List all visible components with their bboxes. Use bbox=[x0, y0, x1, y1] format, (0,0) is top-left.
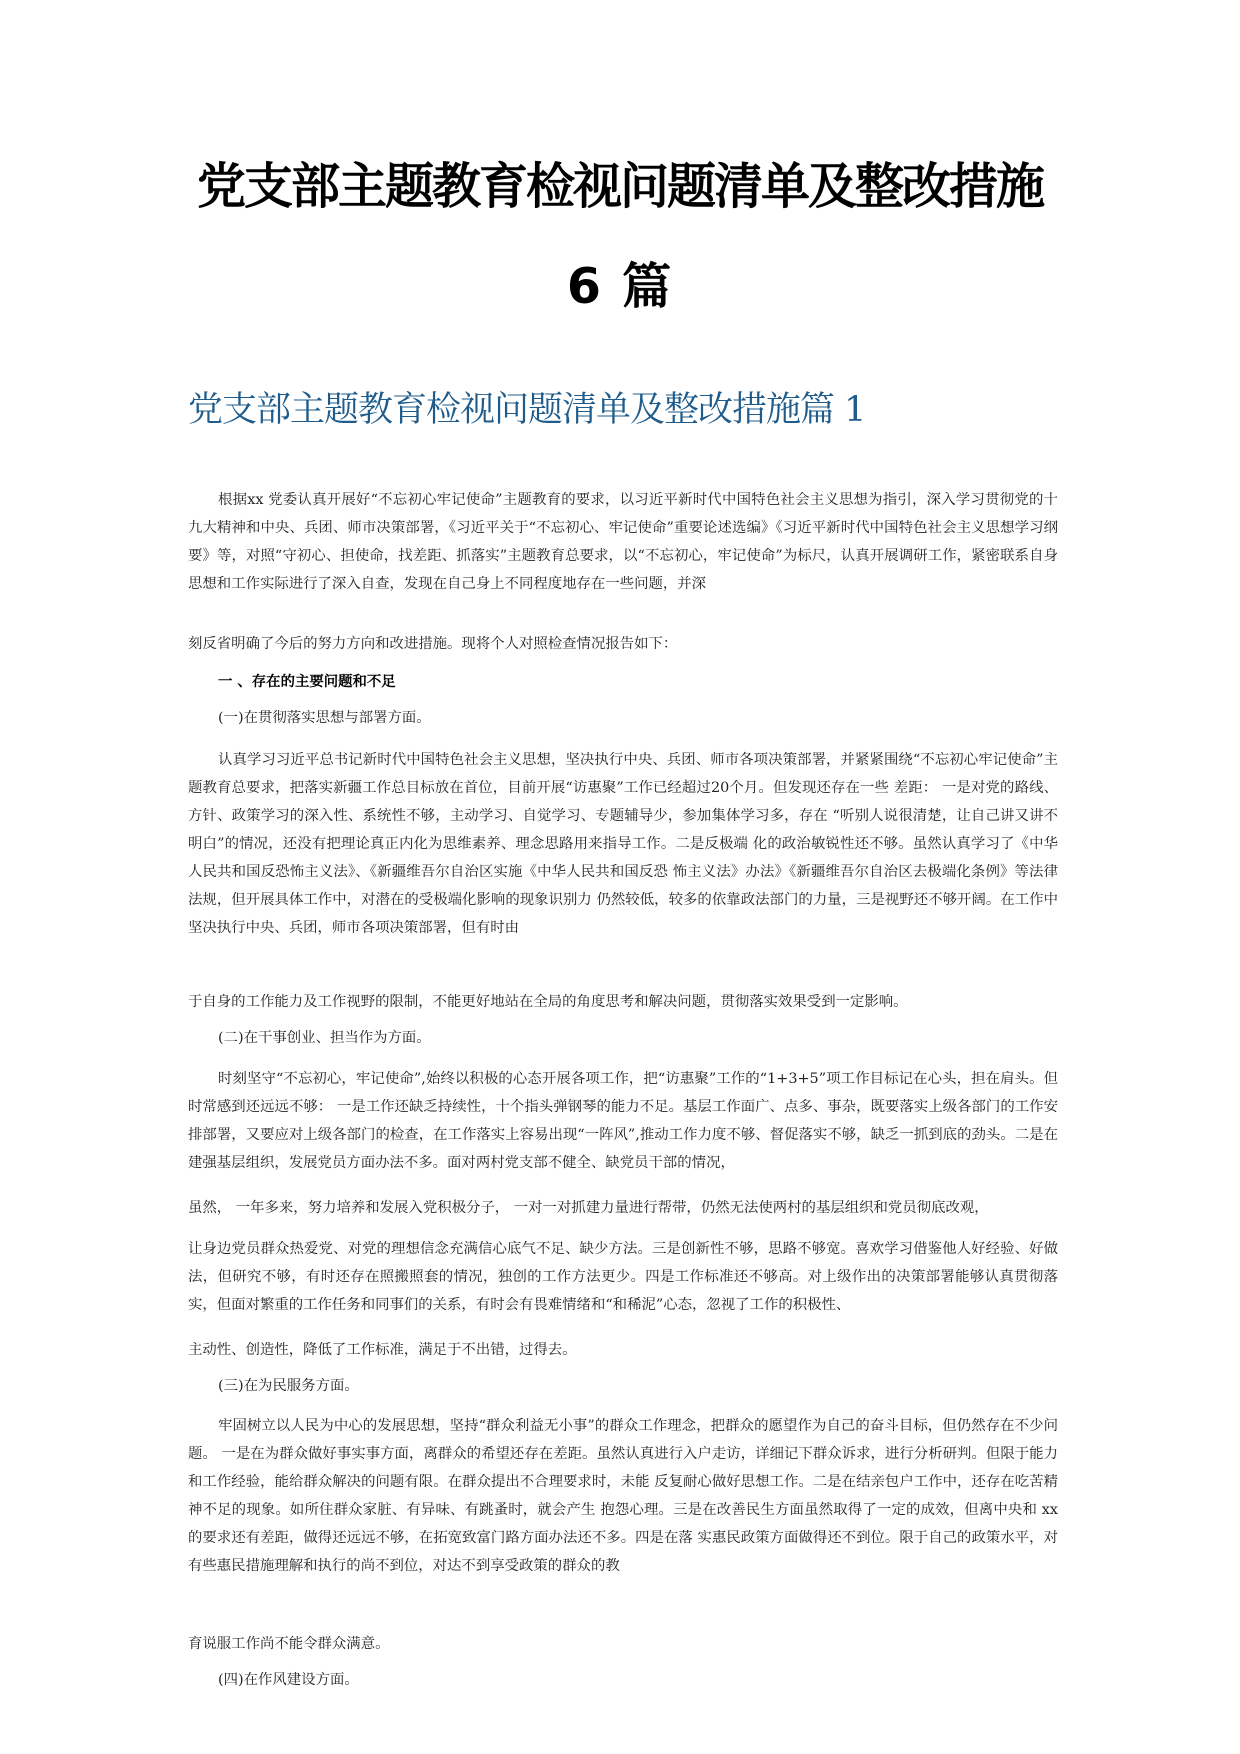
document-title-line-2: 6 篇 bbox=[566, 258, 674, 315]
paragraph-1-cont: 于自身的工作能力及工作视野的限制，不能更好地站在全局的角度思考和解决问题，贯彻落实效果受到一定影响。 bbox=[188, 994, 908, 1010]
subheading-4: (四)在作风建设方面。 bbox=[218, 1672, 359, 1688]
paragraph-2: 时刻坚守“不忘初心，牢记使命”,始终以积极的心态开展各项工作，把“访惠聚”工作的“1+3+5”项工作目标记在心头，担在肩头。但时常感到还远远不够： 一是工作还缺乏持续性，十个指头弹钢琴的能力不足。基层工作面广、点多、事杂，既要落实上级各部门的工作安排部署，又要应对上级各部门的检查，在工作落实上容易出现“一阵风”,推动工作力度不够、督促落实不够，缺乏一抓到底的劲头。二是在建强基层组织，发展党员方面办法不多。面对两村党支部不健全、缺党员干部的情况， bbox=[188, 1071, 1058, 1171]
subheading-3: (三)在为民服务方面。 bbox=[218, 1378, 359, 1394]
paragraph-2-cont-b: 让身边党员群众热爱党、对党的理想信念充满信心底气不足、缺少方法。三是创新性不够，思路不够宽。喜欢学习借鉴他人好经验、好做法，但研究不够，有时还存在照搬照套的情况，独创的工作方法更少。四是工作标准还不够高。对上级作出的决策部署能够认真贯彻落实，但面对繁重的工作任务和同事们的关系，有时会有畏难情绪和“和稀泥”心态，忽视了工作的积极性、 bbox=[188, 1241, 1058, 1313]
paragraph-3-cont: 育说服工作尚不能令群众满意。 bbox=[188, 1636, 390, 1652]
heading-main-problems: 一 、存在的主要问题和不足 bbox=[218, 674, 396, 690]
intro-paragraph-cont: 刻反省明确了今后的努力方向和改进措施。现将个人对照检查情况报告如下： bbox=[188, 636, 678, 652]
paragraph-3: 牢固树立以人民为中心的发展思想，坚持“群众利益无小事”的群众工作理念，把群众的愿望作为自己的奋斗目标，但仍然存在不少问题。 一是在为群众做好事实事方面，离群众的希望还存在差距。虽然认真进行入户走访，详细记下群众诉求，进行分析研判。但限于能力和工作经验，能给群众解决的问题有限。在群众提出不合理要求时，未能 反复耐心做好思想工作。二是在结亲包户工作中，还存在吃苦精神不足的现象。如所住群众家脏、有异味、有跳蚤时，就会产生 抱怨心理。三是在改善民生方面虽然取得了一定的成效，但离中央和 xx 的要求还有差距，做得还远远不够，在拓宽致富门路方面办法还不多。四是在落 实惠民政策方面做得还不到位。限于自己的政策水平，对有些惠民措施理解和执行的尚不到位，对达不到享受政策的群众的教 bbox=[188, 1418, 1058, 1574]
section-title: 党支部主题教育检视问题清单及整改措施篇 1 bbox=[188, 390, 866, 430]
intro-paragraph: 根据xx 党委认真开展好“不忘初心牢记使命”主题教育的要求，以习近平新时代中国特色社会主义思想为指引，深入学习贯彻党的十九大精神和中央、兵团、师市决策部署，《习近平关于“不忘初心、牢记使命”重要论述选编》《习近平新时代中国特色社会主义思想学习纲要》等，对照“守初心、担使命，找差距、抓落实”主题教育总要求，以“不忘初心，牢记使命”为标尺，认真开展调研工作，紧密联系自身思想和工作实际进行了深入自查，发现在自己身上不同程度地存在一些问题，并深 bbox=[188, 492, 1058, 592]
subheading-1: (一)在贯彻落实思想与部署方面。 bbox=[218, 710, 431, 726]
document-title-line-1: 党支部主题教育检视问题清单及整改措施 bbox=[196, 158, 1043, 215]
paragraph-2-cont-c: 主动性、创造性，降低了工作标准，满足于不出错，过得去。 bbox=[188, 1342, 577, 1358]
paragraph-2-cont-a: 虽然， 一年多来，努力培养和发展入党积极分子， 一对一对抓建力量进行帮带，仍然无法使两村的基层组织和党员彻底改观， bbox=[188, 1200, 989, 1216]
paragraph-1: 认真学习习近平总书记新时代中国特色社会主义思想，坚决执行中央、兵团、师市各项决策部署，并紧紧围绕“不忘初心牢记使命”主题教育总要求，把落实新疆工作总目标放在首位，目前开展“访惠聚”工作已经超过20个月。但发现还存在一些 差距： 一是对党的路线、方针、政策学习的深入性、系统性不够，主动学习、自觉学习、专题辅导少，参加集体学习多，存在 “听别人说很清楚，让自己讲又讲不明白”的情况，还没有把理论真正内化为思维素养、理念思路用来指导工作。二是反极端 化的政治敏锐性还不够。虽然认真学习了《中华人民共和国反恐怖主义法》、《新疆维吾尔自治区实施《中华人民共和国反恐 怖主义法》办法》《新疆维吾尔自治区去极端化条例》等法律法规，但开展具体工作中，对潜在的受极端化影响的现象识别力 仍然较低，较多的依靠政法部门的力量，三是视野还不够开阔。在工作中坚决执行中央、兵团，师市各项决策部署，但有时由 bbox=[188, 752, 1058, 936]
subheading-2: (二)在干事创业、担当作为方面。 bbox=[218, 1030, 431, 1046]
